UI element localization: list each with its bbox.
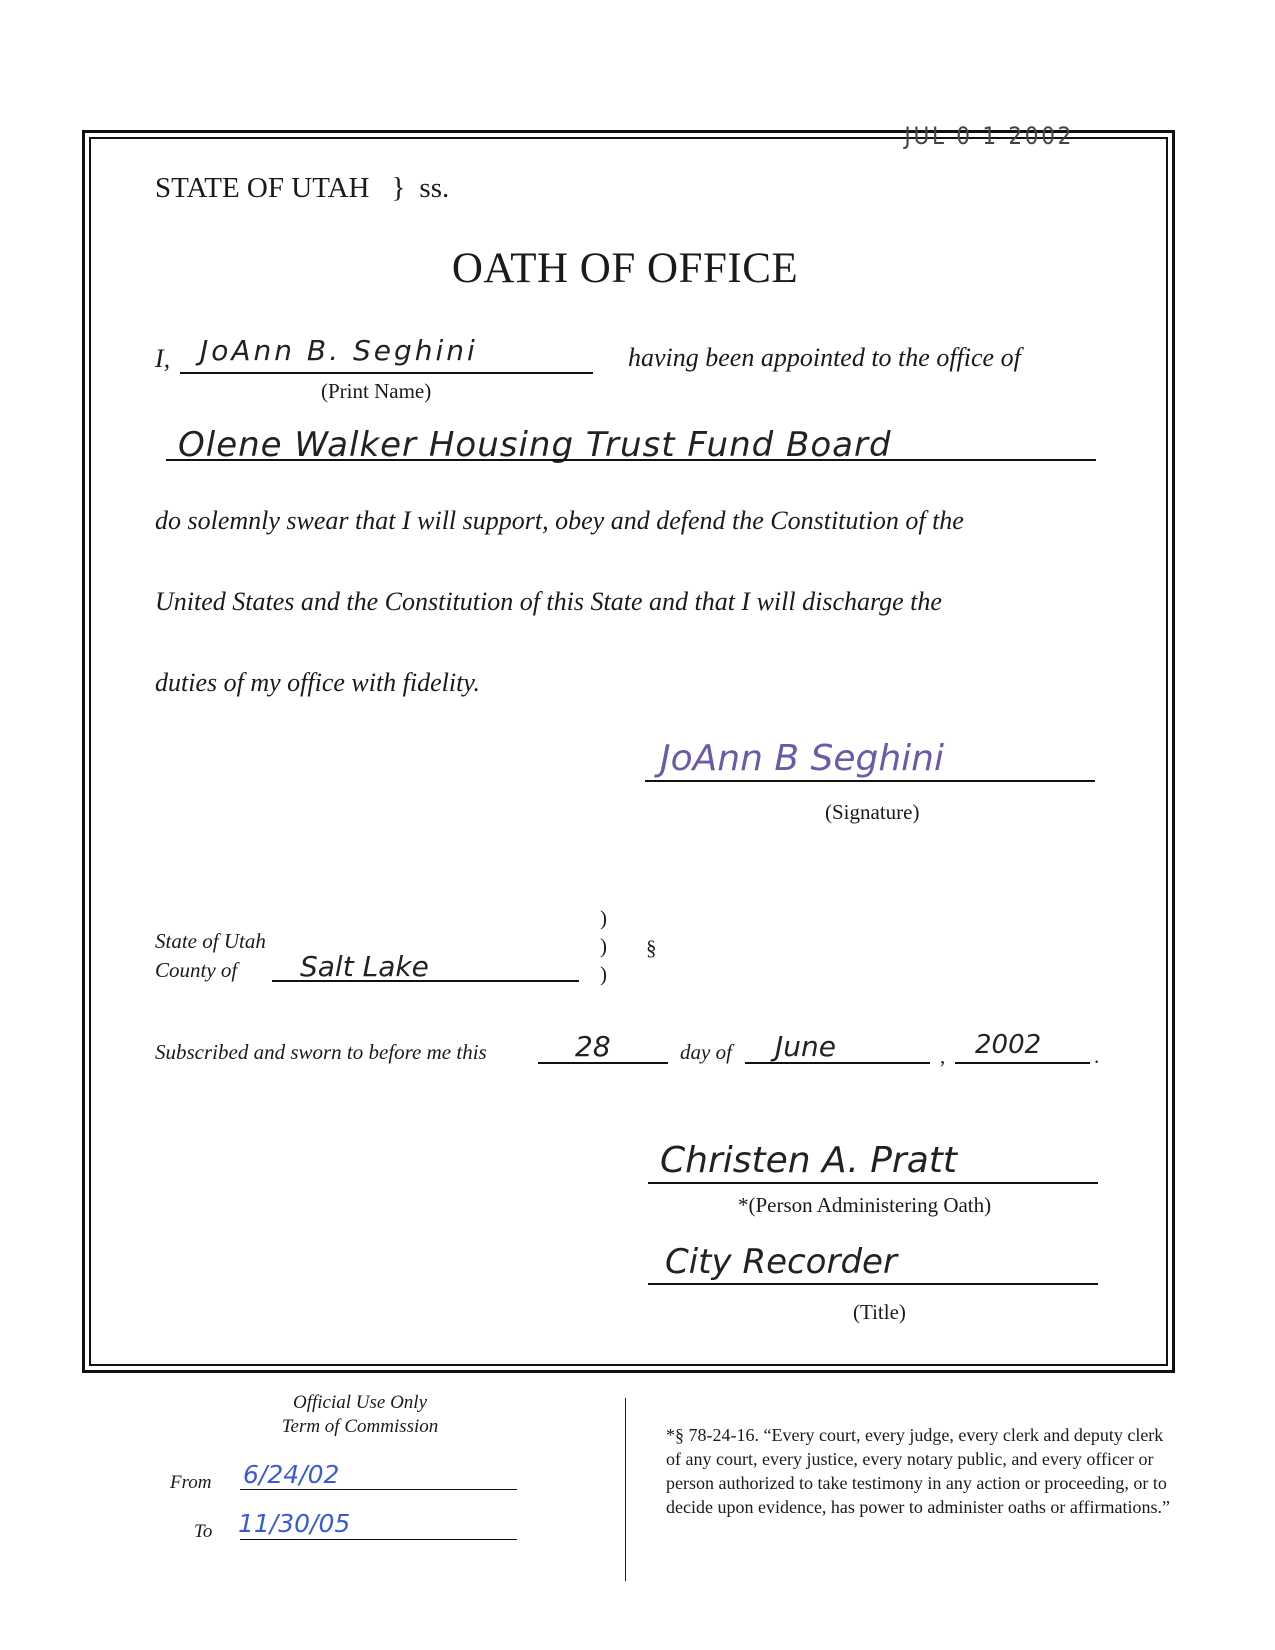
subscribed-prefix: Subscribed and sworn to before me this xyxy=(155,1040,487,1064)
venue-state: STATE OF UTAH xyxy=(155,172,370,204)
from-value: 6/24/02 xyxy=(243,1460,340,1489)
to-value: 11/30/05 xyxy=(238,1509,351,1538)
venue-heading xyxy=(155,172,449,205)
day-line xyxy=(538,1062,668,1064)
from-line xyxy=(240,1489,517,1490)
from-label: From xyxy=(170,1472,212,1493)
office-line xyxy=(166,459,1096,461)
print-name-value: JoAnn B. Seghini xyxy=(200,334,478,367)
state-label: State of Utah xyxy=(155,929,266,953)
print-name-line xyxy=(180,372,593,374)
official-use-label: Official Use Only xyxy=(292,1392,428,1413)
day-value: 28 xyxy=(575,1030,611,1063)
signature-line xyxy=(645,780,1095,782)
oath-pronoun: I, xyxy=(155,344,171,373)
section-mark: § xyxy=(646,936,657,960)
date-period: . xyxy=(1094,1044,1100,1068)
month-value: June xyxy=(775,1030,836,1063)
print-name-caption: (Print Name) xyxy=(321,379,432,403)
paren-2: ) xyxy=(600,934,607,958)
office-value: Olene Walker Housing Trust Fund Board xyxy=(178,425,892,465)
statute-note: *§ 78-24-16. “Every court, every judge, every clerk and deputy clerk of any court, every justice, every notary public, and every officer or person authorized to take testimony in any action or proceeding, or to decide upon evidence, has power to administer oaths or affirmations.” xyxy=(666,1425,1171,1517)
received-date-stamp: JUL 0 1 2002 xyxy=(904,122,1075,150)
paren-1: ) xyxy=(600,906,607,930)
administrator-caption: *(Person Administering Oath) xyxy=(738,1193,992,1217)
year-value: 2002 xyxy=(975,1030,1042,1060)
term-of-commission-label: Term of Commission xyxy=(281,1416,439,1437)
administrator-title-value: City Recorder xyxy=(665,1242,897,1282)
footer-divider xyxy=(625,1398,626,1581)
oath-line-1: do solemnly swear that I will support, obey and defend the Constitution of the xyxy=(155,506,964,535)
oath-line-3: duties of my office with fidelity. xyxy=(155,668,480,697)
date-comma: , xyxy=(940,1044,946,1068)
paren-3: ) xyxy=(600,962,607,986)
administrator-title-line xyxy=(648,1283,1098,1285)
venue-ss: ss. xyxy=(419,172,450,204)
year-line xyxy=(955,1062,1090,1064)
administrator-line xyxy=(648,1182,1098,1184)
document-title: OATH OF OFFICE xyxy=(451,245,799,292)
appointed-text: having been appointed to the office of xyxy=(628,343,1021,372)
oath-line-2: United States and the Constitution of this State and that I will discharge the xyxy=(155,587,942,616)
administrator-title-caption: (Title) xyxy=(853,1300,906,1324)
day-of-label: day of xyxy=(680,1040,732,1064)
county-label: County of xyxy=(155,958,238,982)
signature-caption: (Signature) xyxy=(825,800,920,824)
to-label: To xyxy=(194,1521,213,1542)
venue-brace: } xyxy=(391,172,406,204)
county-value: Salt Lake xyxy=(300,950,429,983)
administrator-signature: Christen A. Pratt xyxy=(660,1140,958,1181)
county-line xyxy=(272,980,579,982)
oath-signature: JoAnn B Seghini xyxy=(660,738,944,779)
to-line xyxy=(240,1539,517,1540)
month-line xyxy=(745,1062,930,1064)
